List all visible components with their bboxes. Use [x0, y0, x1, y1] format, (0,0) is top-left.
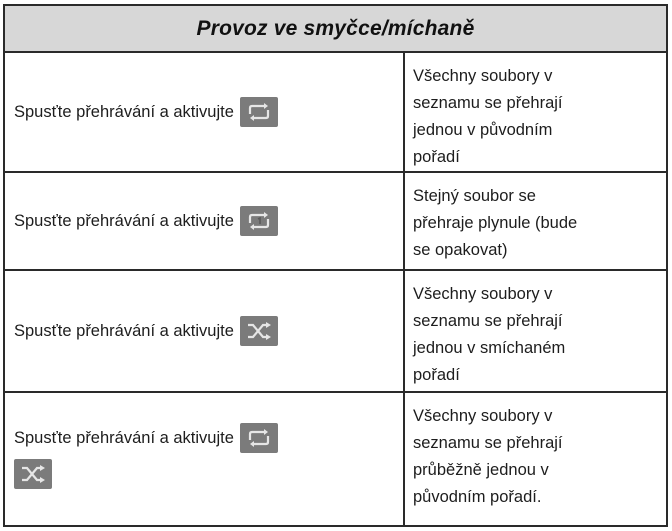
row-3-desc-line: jednou v smíchaném	[413, 339, 566, 357]
row-2-desc-line: přehraje plynule (bude	[413, 214, 578, 232]
row-4-description	[405, 393, 666, 525]
row-4-desc-line: průběžně jednou v	[413, 461, 549, 479]
row-2-action	[5, 173, 405, 271]
row-3-description	[405, 271, 666, 393]
row-1-description	[405, 53, 666, 173]
repeat-one-icon	[240, 206, 278, 236]
row-2-desc-line: Stejný soubor se	[413, 187, 536, 205]
row-3-desc-line: pořadí	[413, 366, 460, 384]
row-1-action-text: Spusťte přehrávání a aktivujte	[14, 102, 234, 121]
row-4-desc-line: Všechny soubory v	[413, 407, 553, 425]
row-1-desc-line: seznamu se přehrají	[413, 94, 563, 112]
row-2-action-text: Spusťte přehrávání a aktivujte	[14, 211, 234, 230]
row-1-desc-line: jednou v původním	[413, 121, 553, 139]
row-4-action	[5, 393, 405, 525]
row-3-action-text: Spusťte přehrávání a aktivujte	[14, 321, 234, 340]
row-1-desc-line: Všechny soubory v	[413, 67, 553, 85]
shuffle-icon	[14, 459, 52, 489]
row-3-desc-line: seznamu se přehrají	[413, 312, 563, 330]
row-3-action	[5, 271, 405, 393]
row-4-desc-line: původním pořadí.	[413, 488, 542, 506]
row-1-desc-line: pořadí	[413, 148, 460, 166]
shuffle-icon	[240, 316, 278, 346]
row-4-action-text: Spusťte přehrávání a aktivujte	[14, 428, 234, 447]
row-2-description	[405, 173, 666, 271]
loop-shuffle-table	[3, 4, 668, 527]
table-title: Provoz ve smyčce/míchaně	[5, 6, 666, 53]
row-3-desc-line: Všechny soubory v	[413, 285, 553, 303]
repeat-all-icon	[240, 97, 278, 127]
row-1-action	[5, 53, 405, 173]
row-4-desc-line: seznamu se přehrají	[413, 434, 563, 452]
repeat-all-icon	[240, 423, 278, 453]
row-2-desc-line: se opakovat)	[413, 241, 508, 259]
